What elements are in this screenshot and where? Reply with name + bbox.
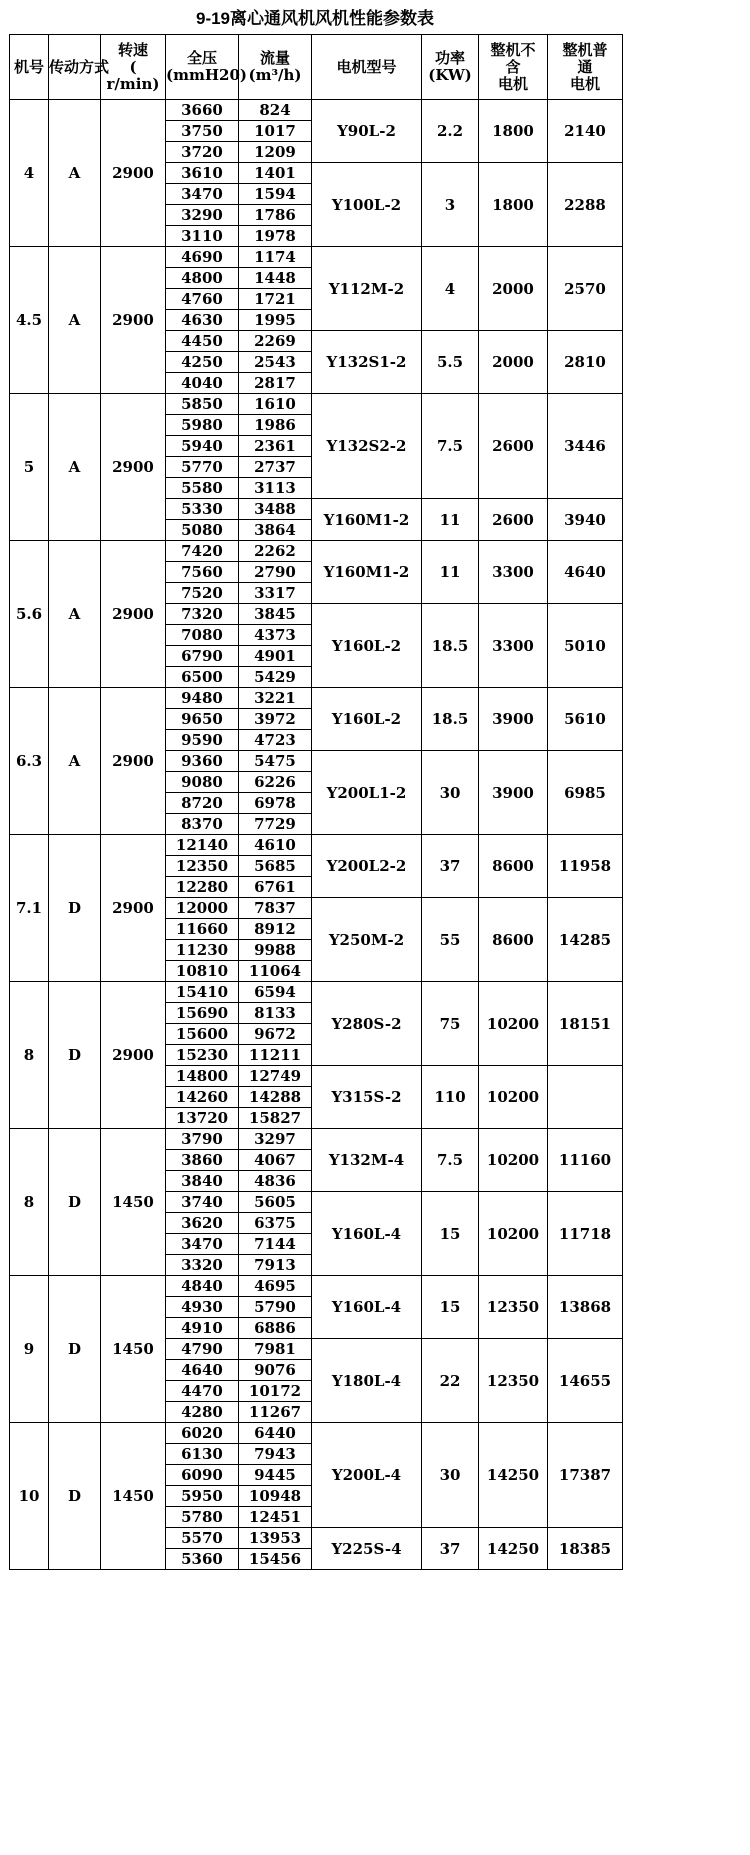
flow-cell: 3297 bbox=[239, 1129, 312, 1150]
pressure-cell: 9480 bbox=[166, 688, 239, 709]
header-power: 功率 (KW) bbox=[422, 35, 479, 100]
price-std-motor-cell: 2288 bbox=[548, 163, 623, 247]
pressure-cell: 3840 bbox=[166, 1171, 239, 1192]
price-std-motor-cell: 2570 bbox=[548, 247, 623, 331]
flow-cell: 5685 bbox=[239, 856, 312, 877]
pressure-cell: 14800 bbox=[166, 1066, 239, 1087]
flow-cell: 4723 bbox=[239, 730, 312, 751]
machine-no-cell: 7.1 bbox=[10, 835, 49, 982]
motor-model-cell: Y100L-2 bbox=[312, 163, 422, 247]
pressure-cell: 8370 bbox=[166, 814, 239, 835]
flow-cell: 1786 bbox=[239, 205, 312, 226]
price-no-motor-cell: 2600 bbox=[479, 394, 548, 499]
flow-cell: 1174 bbox=[239, 247, 312, 268]
flow-cell: 2543 bbox=[239, 352, 312, 373]
flow-cell: 6886 bbox=[239, 1318, 312, 1339]
drive-mode-cell: D bbox=[49, 1276, 101, 1423]
flow-cell: 9445 bbox=[239, 1465, 312, 1486]
pressure-cell: 4470 bbox=[166, 1381, 239, 1402]
power-cell: 7.5 bbox=[422, 394, 479, 499]
power-cell: 30 bbox=[422, 1423, 479, 1528]
price-no-motor-cell: 10200 bbox=[479, 1192, 548, 1276]
pressure-cell: 3110 bbox=[166, 226, 239, 247]
pressure-cell: 5770 bbox=[166, 457, 239, 478]
price-std-motor-cell: 11160 bbox=[548, 1129, 623, 1192]
pressure-cell: 11660 bbox=[166, 919, 239, 940]
power-cell: 2.2 bbox=[422, 100, 479, 163]
header-machine-no: 机号 bbox=[10, 35, 49, 100]
flow-cell: 7729 bbox=[239, 814, 312, 835]
pressure-cell: 12000 bbox=[166, 898, 239, 919]
pressure-cell: 12280 bbox=[166, 877, 239, 898]
price-std-motor-cell: 18151 bbox=[548, 982, 623, 1066]
flow-cell: 9672 bbox=[239, 1024, 312, 1045]
price-no-motor-cell: 3900 bbox=[479, 688, 548, 751]
header-motor-model: 电机型号 bbox=[312, 35, 422, 100]
pressure-cell: 6500 bbox=[166, 667, 239, 688]
pressure-cell: 3790 bbox=[166, 1129, 239, 1150]
flow-cell: 11267 bbox=[239, 1402, 312, 1423]
motor-model-cell: Y200L2-2 bbox=[312, 835, 422, 898]
table-row bbox=[10, 1423, 623, 1444]
pressure-cell: 3750 bbox=[166, 121, 239, 142]
flow-cell: 11211 bbox=[239, 1045, 312, 1066]
pressure-cell: 7320 bbox=[166, 604, 239, 625]
power-cell: 37 bbox=[422, 835, 479, 898]
speed-cell: 1450 bbox=[101, 1276, 166, 1423]
flow-cell: 1610 bbox=[239, 394, 312, 415]
pressure-cell: 4630 bbox=[166, 310, 239, 331]
power-cell: 15 bbox=[422, 1276, 479, 1339]
header-speed: 转速 ( r/min) bbox=[101, 35, 166, 100]
motor-model-cell: Y160L-4 bbox=[312, 1276, 422, 1339]
pressure-cell: 5980 bbox=[166, 415, 239, 436]
flow-cell: 1448 bbox=[239, 268, 312, 289]
table-row bbox=[10, 982, 623, 1003]
power-cell: 18.5 bbox=[422, 604, 479, 688]
power-cell: 11 bbox=[422, 541, 479, 604]
pressure-cell: 5940 bbox=[166, 436, 239, 457]
flow-cell: 2817 bbox=[239, 373, 312, 394]
pressure-cell: 5330 bbox=[166, 499, 239, 520]
flow-cell: 9988 bbox=[239, 940, 312, 961]
machine-no-cell: 8 bbox=[10, 1129, 49, 1276]
drive-mode-cell: D bbox=[49, 1129, 101, 1276]
flow-cell: 13953 bbox=[239, 1528, 312, 1549]
flow-cell: 4067 bbox=[239, 1150, 312, 1171]
flow-cell: 14288 bbox=[239, 1087, 312, 1108]
motor-model-cell: Y250M-2 bbox=[312, 898, 422, 982]
flow-cell: 6761 bbox=[239, 877, 312, 898]
machine-no-cell: 4 bbox=[10, 100, 49, 247]
speed-cell: 2900 bbox=[101, 394, 166, 541]
flow-cell: 2269 bbox=[239, 331, 312, 352]
flow-cell: 5790 bbox=[239, 1297, 312, 1318]
flow-cell: 3113 bbox=[239, 478, 312, 499]
pressure-cell: 4250 bbox=[166, 352, 239, 373]
pressure-cell: 4450 bbox=[166, 331, 239, 352]
speed-cell: 2900 bbox=[101, 688, 166, 835]
flow-cell: 4901 bbox=[239, 646, 312, 667]
drive-mode-cell: A bbox=[49, 247, 101, 394]
pressure-cell: 15600 bbox=[166, 1024, 239, 1045]
price-no-motor-cell: 14250 bbox=[479, 1528, 548, 1570]
pressure-cell: 6090 bbox=[166, 1465, 239, 1486]
pressure-cell: 6020 bbox=[166, 1423, 239, 1444]
pressure-cell: 3860 bbox=[166, 1150, 239, 1171]
flow-cell: 9076 bbox=[239, 1360, 312, 1381]
drive-mode-cell: A bbox=[49, 541, 101, 688]
flow-cell: 5605 bbox=[239, 1192, 312, 1213]
pressure-cell: 4040 bbox=[166, 373, 239, 394]
flow-cell: 8912 bbox=[239, 919, 312, 940]
pressure-cell: 3620 bbox=[166, 1213, 239, 1234]
speed-cell: 2900 bbox=[101, 982, 166, 1129]
table-row bbox=[10, 247, 623, 268]
machine-no-cell: 10 bbox=[10, 1423, 49, 1570]
speed-cell: 2900 bbox=[101, 247, 166, 394]
pressure-cell: 3470 bbox=[166, 184, 239, 205]
flow-cell: 1995 bbox=[239, 310, 312, 331]
speed-cell: 2900 bbox=[101, 100, 166, 247]
flow-cell: 824 bbox=[239, 100, 312, 121]
table-row bbox=[10, 1129, 623, 1150]
flow-cell: 1594 bbox=[239, 184, 312, 205]
pressure-cell: 5080 bbox=[166, 520, 239, 541]
price-std-motor-cell: 2140 bbox=[548, 100, 623, 163]
header-price-std-motor: 整机普 通 电机 bbox=[548, 35, 623, 100]
pressure-cell: 9080 bbox=[166, 772, 239, 793]
pressure-cell: 9650 bbox=[166, 709, 239, 730]
drive-mode-cell: A bbox=[49, 688, 101, 835]
speed-cell: 1450 bbox=[101, 1423, 166, 1570]
pressure-cell: 11230 bbox=[166, 940, 239, 961]
flow-cell: 8133 bbox=[239, 1003, 312, 1024]
flow-cell: 7913 bbox=[239, 1255, 312, 1276]
power-cell: 37 bbox=[422, 1528, 479, 1570]
price-std-motor-cell: 14285 bbox=[548, 898, 623, 982]
price-no-motor-cell: 2600 bbox=[479, 499, 548, 541]
table-row bbox=[10, 835, 623, 856]
header-total-pressure: 全压 (mmH20) bbox=[166, 35, 239, 100]
price-std-motor-cell bbox=[548, 1066, 623, 1129]
power-cell: 11 bbox=[422, 499, 479, 541]
pressure-cell: 13720 bbox=[166, 1108, 239, 1129]
motor-model-cell: Y180L-4 bbox=[312, 1339, 422, 1423]
pressure-cell: 12140 bbox=[166, 835, 239, 856]
pressure-cell: 7080 bbox=[166, 625, 239, 646]
flow-cell: 5429 bbox=[239, 667, 312, 688]
flow-cell: 11064 bbox=[239, 961, 312, 982]
table-title: 9-19离心通风机风机性能参数表 bbox=[195, 9, 435, 28]
pressure-cell: 7560 bbox=[166, 562, 239, 583]
flow-cell: 6594 bbox=[239, 982, 312, 1003]
price-std-motor-cell: 17387 bbox=[548, 1423, 623, 1528]
table-row bbox=[10, 394, 623, 415]
pressure-cell: 4840 bbox=[166, 1276, 239, 1297]
price-std-motor-cell: 5610 bbox=[548, 688, 623, 751]
price-no-motor-cell: 1800 bbox=[479, 163, 548, 247]
price-no-motor-cell: 2000 bbox=[479, 331, 548, 394]
pressure-cell: 9590 bbox=[166, 730, 239, 751]
price-no-motor-cell: 12350 bbox=[479, 1339, 548, 1423]
pressure-cell: 5360 bbox=[166, 1549, 239, 1570]
flow-cell: 12749 bbox=[239, 1066, 312, 1087]
pressure-cell: 15230 bbox=[166, 1045, 239, 1066]
motor-model-cell: Y160M1-2 bbox=[312, 541, 422, 604]
power-cell: 15 bbox=[422, 1192, 479, 1276]
flow-cell: 7943 bbox=[239, 1444, 312, 1465]
table-row bbox=[10, 688, 623, 709]
pressure-cell: 3660 bbox=[166, 100, 239, 121]
pressure-cell: 4280 bbox=[166, 1402, 239, 1423]
drive-mode-cell: D bbox=[49, 835, 101, 982]
motor-model-cell: Y315S-2 bbox=[312, 1066, 422, 1129]
price-no-motor-cell: 3300 bbox=[479, 541, 548, 604]
machine-no-cell: 8 bbox=[10, 982, 49, 1129]
motor-model-cell: Y280S-2 bbox=[312, 982, 422, 1066]
motor-model-cell: Y160L-2 bbox=[312, 604, 422, 688]
power-cell: 55 bbox=[422, 898, 479, 982]
flow-cell: 1209 bbox=[239, 142, 312, 163]
speed-cell: 2900 bbox=[101, 541, 166, 688]
flow-cell: 1986 bbox=[239, 415, 312, 436]
flow-cell: 4695 bbox=[239, 1276, 312, 1297]
flow-cell: 4610 bbox=[239, 835, 312, 856]
power-cell: 5.5 bbox=[422, 331, 479, 394]
table-row bbox=[10, 100, 623, 121]
pressure-cell: 3720 bbox=[166, 142, 239, 163]
price-no-motor-cell: 10200 bbox=[479, 1129, 548, 1192]
pressure-cell: 4910 bbox=[166, 1318, 239, 1339]
power-cell: 18.5 bbox=[422, 688, 479, 751]
pressure-cell: 4640 bbox=[166, 1360, 239, 1381]
pressure-cell: 5580 bbox=[166, 478, 239, 499]
power-cell: 7.5 bbox=[422, 1129, 479, 1192]
price-no-motor-cell: 3300 bbox=[479, 604, 548, 688]
pressure-cell: 5570 bbox=[166, 1528, 239, 1549]
flow-cell: 12451 bbox=[239, 1507, 312, 1528]
pressure-cell: 5950 bbox=[166, 1486, 239, 1507]
flow-cell: 6226 bbox=[239, 772, 312, 793]
machine-no-cell: 5.6 bbox=[10, 541, 49, 688]
machine-no-cell: 6.3 bbox=[10, 688, 49, 835]
flow-cell: 2737 bbox=[239, 457, 312, 478]
price-std-motor-cell: 5010 bbox=[548, 604, 623, 688]
motor-model-cell: Y90L-2 bbox=[312, 100, 422, 163]
price-std-motor-cell: 11718 bbox=[548, 1192, 623, 1276]
flow-cell: 3317 bbox=[239, 583, 312, 604]
drive-mode-cell: D bbox=[49, 1423, 101, 1570]
pressure-cell: 7520 bbox=[166, 583, 239, 604]
price-std-motor-cell: 11958 bbox=[548, 835, 623, 898]
machine-no-cell: 9 bbox=[10, 1276, 49, 1423]
flow-cell: 1978 bbox=[239, 226, 312, 247]
pressure-cell: 14260 bbox=[166, 1087, 239, 1108]
flow-cell: 4373 bbox=[239, 625, 312, 646]
flow-cell: 6978 bbox=[239, 793, 312, 814]
power-cell: 30 bbox=[422, 751, 479, 835]
motor-model-cell: Y200L1-2 bbox=[312, 751, 422, 835]
flow-cell: 3864 bbox=[239, 520, 312, 541]
pressure-cell: 6130 bbox=[166, 1444, 239, 1465]
power-cell: 3 bbox=[422, 163, 479, 247]
price-no-motor-cell: 10200 bbox=[479, 982, 548, 1066]
table-row bbox=[10, 1276, 623, 1297]
motor-model-cell: Y160L-4 bbox=[312, 1192, 422, 1276]
pressure-cell: 3610 bbox=[166, 163, 239, 184]
price-no-motor-cell: 8600 bbox=[479, 835, 548, 898]
flow-cell: 7837 bbox=[239, 898, 312, 919]
pressure-cell: 7420 bbox=[166, 541, 239, 562]
pressure-cell: 4800 bbox=[166, 268, 239, 289]
price-std-motor-cell: 14655 bbox=[548, 1339, 623, 1423]
price-std-motor-cell: 2810 bbox=[548, 331, 623, 394]
drive-mode-cell: D bbox=[49, 982, 101, 1129]
pressure-cell: 3290 bbox=[166, 205, 239, 226]
motor-model-cell: Y132M-4 bbox=[312, 1129, 422, 1192]
flow-cell: 1721 bbox=[239, 289, 312, 310]
pressure-cell: 10810 bbox=[166, 961, 239, 982]
power-cell: 22 bbox=[422, 1339, 479, 1423]
price-std-motor-cell: 13868 bbox=[548, 1276, 623, 1339]
table-row bbox=[10, 541, 623, 562]
machine-no-cell: 4.5 bbox=[10, 247, 49, 394]
flow-cell: 3488 bbox=[239, 499, 312, 520]
header-drive-mode: 传动方式 bbox=[49, 35, 101, 100]
speed-cell: 1450 bbox=[101, 1129, 166, 1276]
price-std-motor-cell: 4640 bbox=[548, 541, 623, 604]
flow-cell: 15456 bbox=[239, 1549, 312, 1570]
pressure-cell: 3470 bbox=[166, 1234, 239, 1255]
header-price-no-motor: 整机不 含 电机 bbox=[479, 35, 548, 100]
flow-cell: 2790 bbox=[239, 562, 312, 583]
flow-cell: 15827 bbox=[239, 1108, 312, 1129]
motor-model-cell: Y225S-4 bbox=[312, 1528, 422, 1570]
pressure-cell: 4930 bbox=[166, 1297, 239, 1318]
drive-mode-cell: A bbox=[49, 394, 101, 541]
motor-model-cell: Y200L-4 bbox=[312, 1423, 422, 1528]
pressure-cell: 3740 bbox=[166, 1192, 239, 1213]
flow-cell: 10172 bbox=[239, 1381, 312, 1402]
pressure-cell: 15410 bbox=[166, 982, 239, 1003]
price-no-motor-cell: 8600 bbox=[479, 898, 548, 982]
flow-cell: 3972 bbox=[239, 709, 312, 730]
price-std-motor-cell: 3446 bbox=[548, 394, 623, 499]
performance-table bbox=[9, 34, 623, 1570]
price-no-motor-cell: 14250 bbox=[479, 1423, 548, 1528]
motor-model-cell: Y132S2-2 bbox=[312, 394, 422, 499]
price-no-motor-cell: 2000 bbox=[479, 247, 548, 331]
header-flow: 流量 (m³/h) bbox=[239, 35, 312, 100]
motor-model-cell: Y112M-2 bbox=[312, 247, 422, 331]
flow-cell: 4836 bbox=[239, 1171, 312, 1192]
header-row bbox=[10, 35, 623, 100]
motor-model-cell: Y132S1-2 bbox=[312, 331, 422, 394]
flow-cell: 10948 bbox=[239, 1486, 312, 1507]
pressure-cell: 4760 bbox=[166, 289, 239, 310]
motor-model-cell: Y160M1-2 bbox=[312, 499, 422, 541]
flow-cell: 6375 bbox=[239, 1213, 312, 1234]
pressure-cell: 5850 bbox=[166, 394, 239, 415]
power-cell: 75 bbox=[422, 982, 479, 1066]
pressure-cell: 4690 bbox=[166, 247, 239, 268]
pressure-cell: 15690 bbox=[166, 1003, 239, 1024]
pressure-cell: 9360 bbox=[166, 751, 239, 772]
flow-cell: 5475 bbox=[239, 751, 312, 772]
price-std-motor-cell: 18385 bbox=[548, 1528, 623, 1570]
motor-model-cell: Y160L-2 bbox=[312, 688, 422, 751]
price-std-motor-cell: 6985 bbox=[548, 751, 623, 835]
pressure-cell: 6790 bbox=[166, 646, 239, 667]
price-no-motor-cell: 3900 bbox=[479, 751, 548, 835]
pressure-cell: 8720 bbox=[166, 793, 239, 814]
machine-no-cell: 5 bbox=[10, 394, 49, 541]
price-no-motor-cell: 12350 bbox=[479, 1276, 548, 1339]
flow-cell: 6440 bbox=[239, 1423, 312, 1444]
flow-cell: 3845 bbox=[239, 604, 312, 625]
price-no-motor-cell: 10200 bbox=[479, 1066, 548, 1129]
flow-cell: 1401 bbox=[239, 163, 312, 184]
flow-cell: 2361 bbox=[239, 436, 312, 457]
drive-mode-cell: A bbox=[49, 100, 101, 247]
pressure-cell: 3320 bbox=[166, 1255, 239, 1276]
flow-cell: 1017 bbox=[239, 121, 312, 142]
power-cell: 110 bbox=[422, 1066, 479, 1129]
pressure-cell: 5780 bbox=[166, 1507, 239, 1528]
flow-cell: 7981 bbox=[239, 1339, 312, 1360]
flow-cell: 2262 bbox=[239, 541, 312, 562]
pressure-cell: 4790 bbox=[166, 1339, 239, 1360]
pressure-cell: 12350 bbox=[166, 856, 239, 877]
price-std-motor-cell: 3940 bbox=[548, 499, 623, 541]
power-cell: 4 bbox=[422, 247, 479, 331]
flow-cell: 7144 bbox=[239, 1234, 312, 1255]
speed-cell: 2900 bbox=[101, 835, 166, 982]
price-no-motor-cell: 1800 bbox=[479, 100, 548, 163]
flow-cell: 3221 bbox=[239, 688, 312, 709]
